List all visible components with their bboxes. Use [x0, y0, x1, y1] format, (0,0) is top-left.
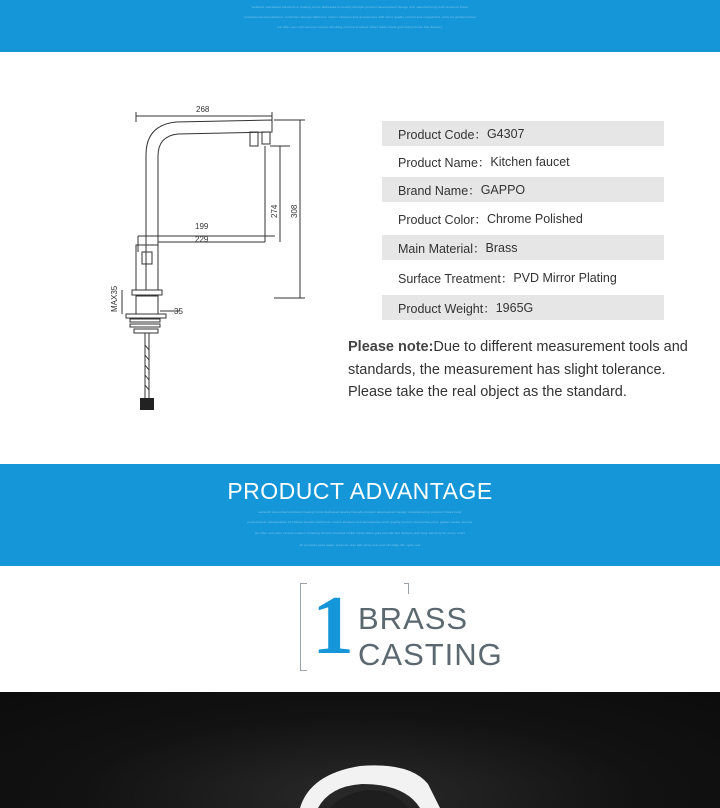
banner-micro-text: wetwork intensified solutions in flowing forms dedicated to quality lifestyle product development design and manufacturing with premium brass [251, 5, 469, 9]
spec-row-product-weight [382, 295, 664, 320]
faucet-photo [0, 692, 720, 808]
banner-micro-text: professional manufacturer of kitchen faucets bathroom mixers showers and accessories strict quality control competitive price global market service [247, 520, 473, 524]
banner-micro-text: all products pass water pressure test salt spray test and cartridge life cycle test [299, 543, 421, 547]
banner-micro-text: professional manufacturer of kitchen faucets bathroom mixers showers and accessories with strict quality control and competitive price for global market [244, 15, 476, 19]
base-nut-3 [134, 329, 158, 333]
spec-value: Brass [485, 240, 518, 255]
spec-value: PVD Mirror Plating [513, 270, 617, 285]
note-label: Please note: [348, 339, 434, 355]
feature-bracket-left [300, 583, 307, 671]
feature-bracket-right [404, 583, 409, 594]
top-banner [0, 0, 720, 52]
dim-width-total: 268 [196, 105, 210, 114]
dim-274-line [270, 146, 290, 242]
note-text: Due to different measurement tools and standards, the measurement has slight tolerance. Please take the real object as the standard. [348, 339, 688, 400]
dim-reach-outer: 229 [195, 235, 209, 244]
spec-row-main-material [382, 235, 664, 260]
dim-hole: 35 [174, 307, 183, 316]
faucet-technical-drawing [100, 100, 320, 420]
spec-value: Kitchen faucet [490, 154, 570, 169]
spec-label: Main Material： [398, 241, 486, 256]
base-nut [130, 319, 160, 322]
dim-reach-inner: 199 [195, 222, 209, 231]
faucet-inner-shadow [330, 790, 408, 808]
spec-label: Product Code： [398, 127, 487, 142]
base-stem [136, 296, 158, 314]
base-washer [126, 314, 166, 318]
product-advantage-banner [0, 464, 720, 566]
spec-value: Chrome Polished [486, 211, 583, 226]
spout-head-right [262, 132, 270, 144]
spec-row-product-name [382, 149, 664, 174]
spec-row-product-color [382, 206, 664, 231]
dim-height-total: 308 [290, 204, 299, 218]
spec-label: Surface Treatment： [398, 271, 514, 286]
spec-row-brand-name [382, 177, 664, 202]
spec-row-product-code [382, 121, 664, 146]
spec-label: Brand Name： [398, 183, 481, 198]
drawing-svg [100, 100, 320, 420]
spec-label: Product Color： [398, 212, 487, 227]
dim-199-line [158, 146, 265, 242]
advantage-title: PRODUCT ADVANTAGE [227, 478, 493, 504]
spec-value: 1965G [495, 300, 534, 315]
banner-micro-text: we offer oem odm service custom finishing chrome brushed nickel matte black gold and provide fast delivery [277, 25, 443, 29]
spec-label: Product Weight： [398, 301, 496, 316]
base-ring [132, 290, 162, 295]
feature-line-2: CASTING [358, 637, 503, 672]
spec-value: GAPPO [480, 182, 526, 197]
product-photo-section [0, 692, 720, 808]
feature-line-1: BRASS [358, 601, 469, 636]
spec-label: Product Name： [398, 155, 491, 170]
spec-row-surface-treatment [382, 265, 664, 290]
banner-micro-text: wetwork intensified solutions flowing forms dedicated quality lifestyle product development design manufacturing premium brass body [258, 510, 462, 514]
feature-heading [300, 579, 510, 675]
hose-end [140, 398, 154, 410]
spec-value: G4307 [486, 126, 525, 141]
dim-height-spout: 274 [270, 204, 279, 218]
measurement-note [348, 336, 693, 404]
hose-braid [145, 345, 149, 390]
spout-head-left [250, 132, 258, 146]
faucet-lever [142, 252, 152, 264]
feature-number: 1 [312, 579, 354, 672]
base-nut-2 [130, 324, 160, 327]
banner-micro-text: we offer oem odm service custom finishing chrome brushed nickel matte black gold provide fast delivery and long warranty for every order [254, 531, 466, 535]
dim-max-deck: MAX35 [110, 285, 119, 312]
